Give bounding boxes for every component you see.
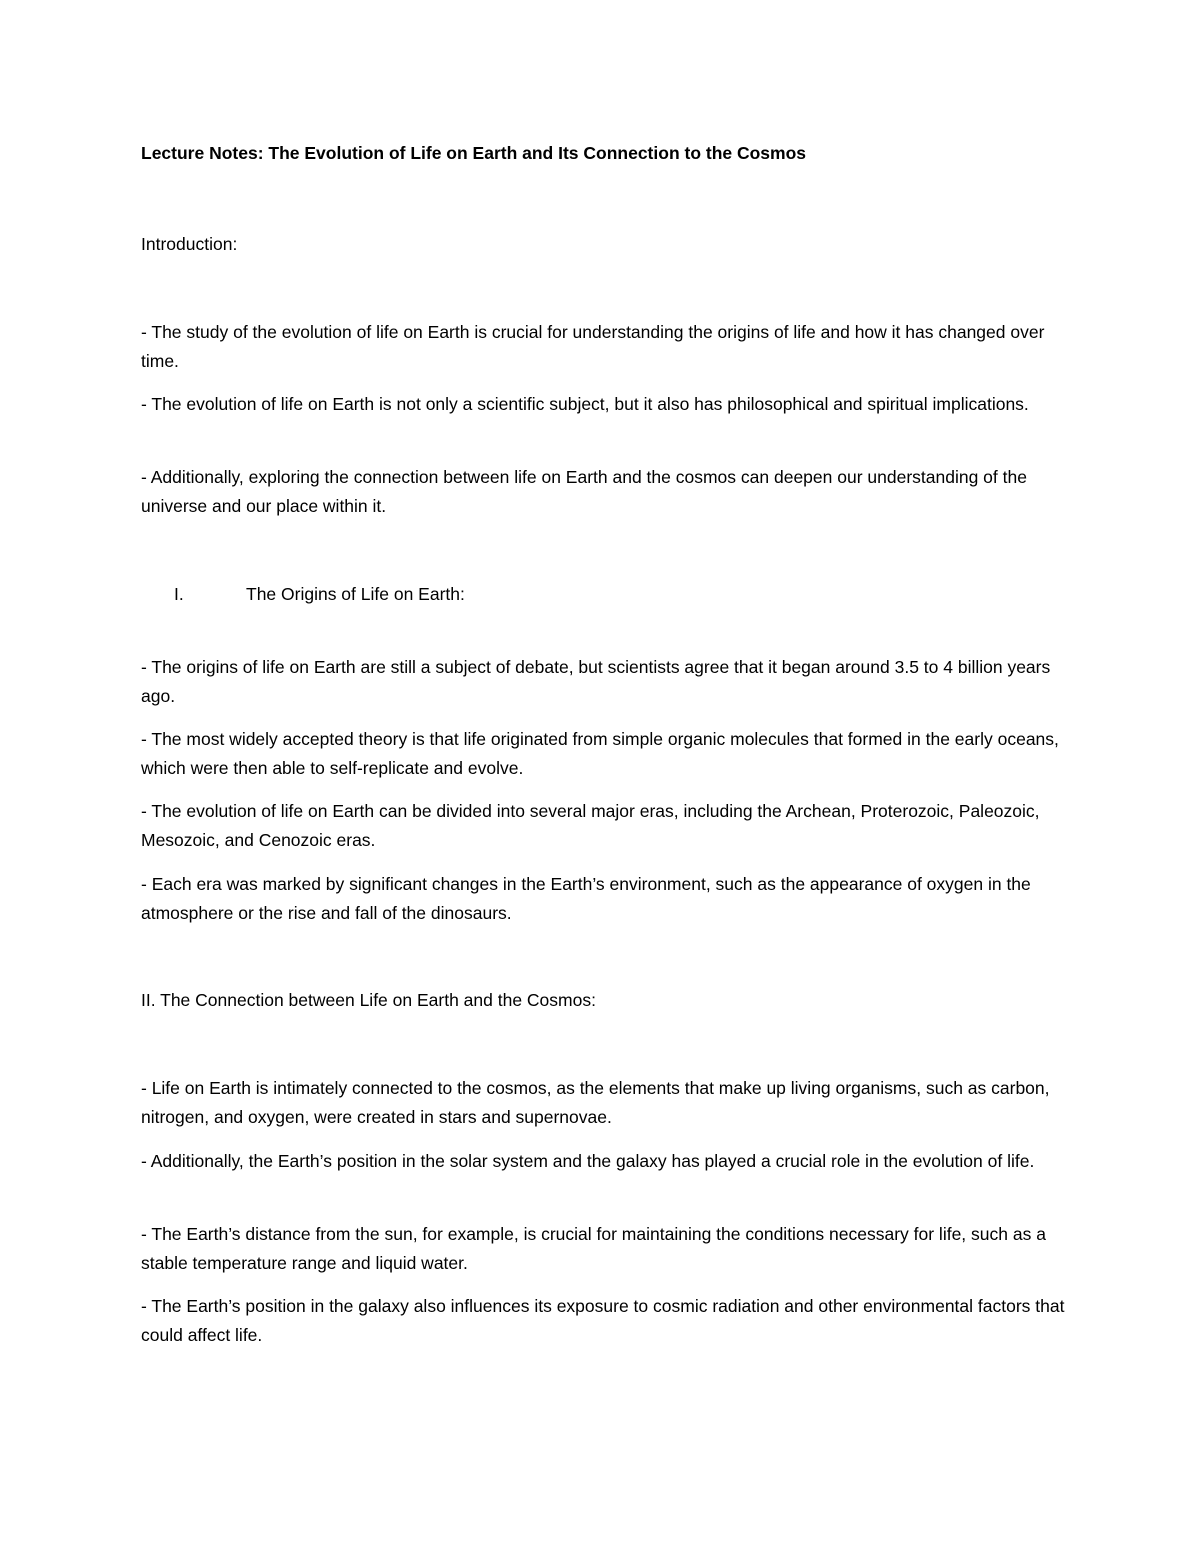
section-2-bullet-1: - Life on Earth is intimately connected to the cosmos, as the elements that make up living organisms, such as carbon, nitrogen, and oxygen, were created in stars and supernovae. — [141, 1078, 1050, 1127]
section-1-numeral: I. — [174, 584, 184, 604]
section-1-bullet-4: - Each era was marked by significant changes in the Earth’s environment, such as the appearance of oxygen in the atmosphere or the rise and fall of the dinosaurs. — [141, 874, 1031, 923]
section-2-bullet-2: - Additionally, the Earth’s position in the solar system and the galaxy has played a crucial role in the evolution of life. — [141, 1151, 1035, 1171]
section-1-bullet-2: - The most widely accepted theory is that life originated from simple organic molecules that formed in the early oceans, which were then able to self-replicate and evolve. — [141, 729, 1059, 778]
intro-bullet-3: - Additionally, exploring the connection between life on Earth and the cosmos can deepen our understanding of the universe and our place within it. — [141, 467, 1027, 516]
section-1-bullet-1: - The origins of life on Earth are still a subject of debate, but scientists agree that it began around 3.5 to 4 billion years ago. — [141, 657, 1051, 706]
intro-bullet-2: - The evolution of life on Earth is not only a scientific subject, but it also has philosophical and spiritual implications. — [141, 394, 1029, 414]
introduction-heading: Introduction: — [141, 234, 238, 254]
section-1-bullet-3: - The evolution of life on Earth can be divided into several major eras, including the Archean, Proterozoic, Paleozoic, Mesozoic, and Cenozoic eras. — [141, 801, 1040, 850]
section-2-bullet-3: - The Earth’s distance from the sun, for example, is crucial for maintaining the conditions necessary for life, such as a stable temperature range and liquid water. — [141, 1224, 1046, 1273]
document-title: Lecture Notes: The Evolution of Life on Earth and Its Connection to the Cosmos — [141, 143, 807, 163]
section-1-heading: The Origins of Life on Earth: — [246, 584, 465, 604]
section-2-bullet-4: - The Earth’s position in the galaxy also influences its exposure to cosmic radiation and other environmental factors that could affect life. — [141, 1296, 1065, 1345]
intro-bullet-1: - The study of the evolution of life on Earth is crucial for understanding the origins of life and how it has changed over time. — [141, 322, 1045, 371]
section-2-heading: II. The Connection between Life on Earth and the Cosmos: — [141, 990, 596, 1010]
